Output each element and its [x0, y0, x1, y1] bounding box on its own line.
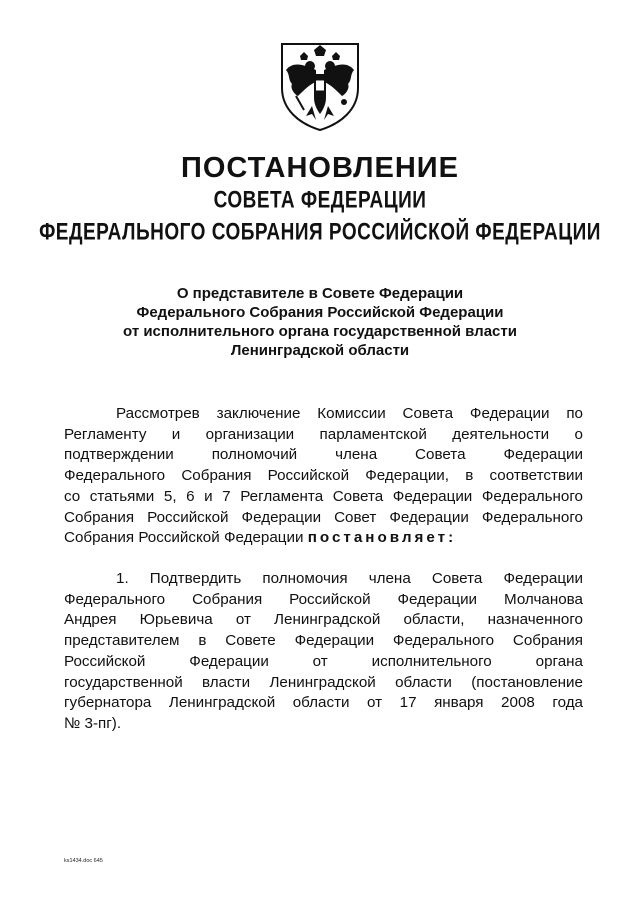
issuer-line-2: ФЕДЕРАЛЬНОГО СОБРАНИЯ РОССИЙСКОЙ ФЕДЕРАЦИИ	[39, 219, 601, 246]
paragraph-line: Российской Федерации от исполнительного органа	[64, 652, 583, 670]
paragraph-line: Собрания Российской Федерации Совет Федерации Федерального	[64, 508, 583, 526]
paragraph-line: со статьями 5, 6 и 7 Регламента Совета Федерации Федерального	[64, 487, 583, 505]
resolves-word: постановляет:	[307, 529, 457, 547]
document-subject	[0, 284, 640, 360]
subject-line: О представителе в Совете Федерации	[176, 285, 464, 302]
paragraph-line-last: № 3-пг).	[64, 714, 122, 732]
paragraph-line-last	[64, 528, 583, 549]
paragraph-line: Федерального Собрания Российской Федерации, в соответствии	[64, 467, 583, 485]
issuer-line-1: СОВЕТА ФЕДЕРАЦИИ	[213, 187, 427, 214]
item-1-paragraph	[64, 569, 583, 735]
paragraph-line: Андрея Юрьевича от Ленинградской области, назначенного	[64, 611, 583, 629]
paragraph-line: Федерального Собрания Российской Федерации Молчанова	[64, 590, 583, 608]
subject-line: Федерального Собрания Российской Федерации	[136, 304, 504, 321]
paragraph-line: Рассмотрев заключение Комиссии Совета Федерации по	[116, 405, 583, 422]
document-code: ks1434.doc 645	[64, 858, 103, 864]
paragraph-line: государственной власти Ленинградской области (постановление	[64, 673, 583, 691]
paragraph-line: 1. Подтвердить полномочия члена Совета Федерации	[116, 570, 583, 587]
paragraph-line-text: Собрания Российской Федерации	[64, 529, 304, 547]
paragraph-line: представителем в Совете Федерации Федерального Собрания	[64, 632, 583, 650]
subject-line: Ленинградской области	[230, 342, 410, 359]
preamble-paragraph	[64, 404, 583, 549]
coat-of-arms-emblem	[276, 40, 364, 132]
document-title: ПОСТАНОВЛЕНИЕ	[181, 152, 459, 184]
subject-line: от исполнительного органа государственной власти	[123, 323, 517, 340]
paragraph-line: губернатора Ленинградской области от 17 января 2008 года	[64, 694, 583, 712]
paragraph-line: подтверждении полномочий члена Совета Федерации	[64, 446, 583, 464]
paragraph-line: Регламенту и организации парламентской деятельности о	[64, 425, 583, 443]
